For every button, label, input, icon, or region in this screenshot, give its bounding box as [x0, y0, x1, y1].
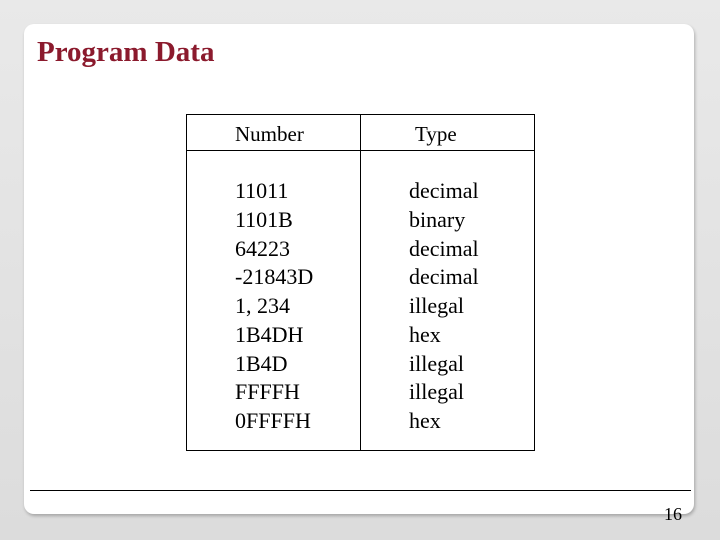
slide-title: Program Data	[37, 36, 215, 68]
type-cell: decimal	[409, 235, 479, 261]
column-divider	[360, 115, 361, 450]
number-cell: 1B4D	[235, 350, 288, 376]
footer-rule	[30, 490, 691, 491]
type-cell: hex	[409, 321, 441, 347]
type-cell: illegal	[409, 379, 464, 405]
number-cell: 1B4DH	[235, 321, 304, 347]
type-cell: hex	[409, 408, 441, 433]
type-cell: decimal	[409, 264, 479, 290]
number-cell: FFFFH	[235, 379, 300, 405]
number-cell: 1101B	[235, 206, 293, 232]
number-cell: -21843D	[235, 264, 314, 290]
type-cell: illegal	[409, 293, 464, 318]
page-number: 16	[664, 504, 682, 524]
type-cell: decimal	[409, 178, 479, 203]
number-cell: 1, 234	[235, 293, 290, 318]
header-number: Number	[235, 122, 304, 146]
type-column	[409, 177, 479, 436]
number-cell: 64223	[235, 235, 290, 261]
number-cell: 0FFFFH	[235, 408, 311, 433]
type-cell: binary	[409, 206, 466, 232]
number-column	[235, 177, 313, 436]
program-data-table	[186, 114, 535, 451]
number-cell: 11011	[235, 178, 289, 203]
header-type: Type	[415, 122, 457, 146]
header-divider	[187, 150, 534, 151]
type-cell: illegal	[409, 350, 464, 376]
